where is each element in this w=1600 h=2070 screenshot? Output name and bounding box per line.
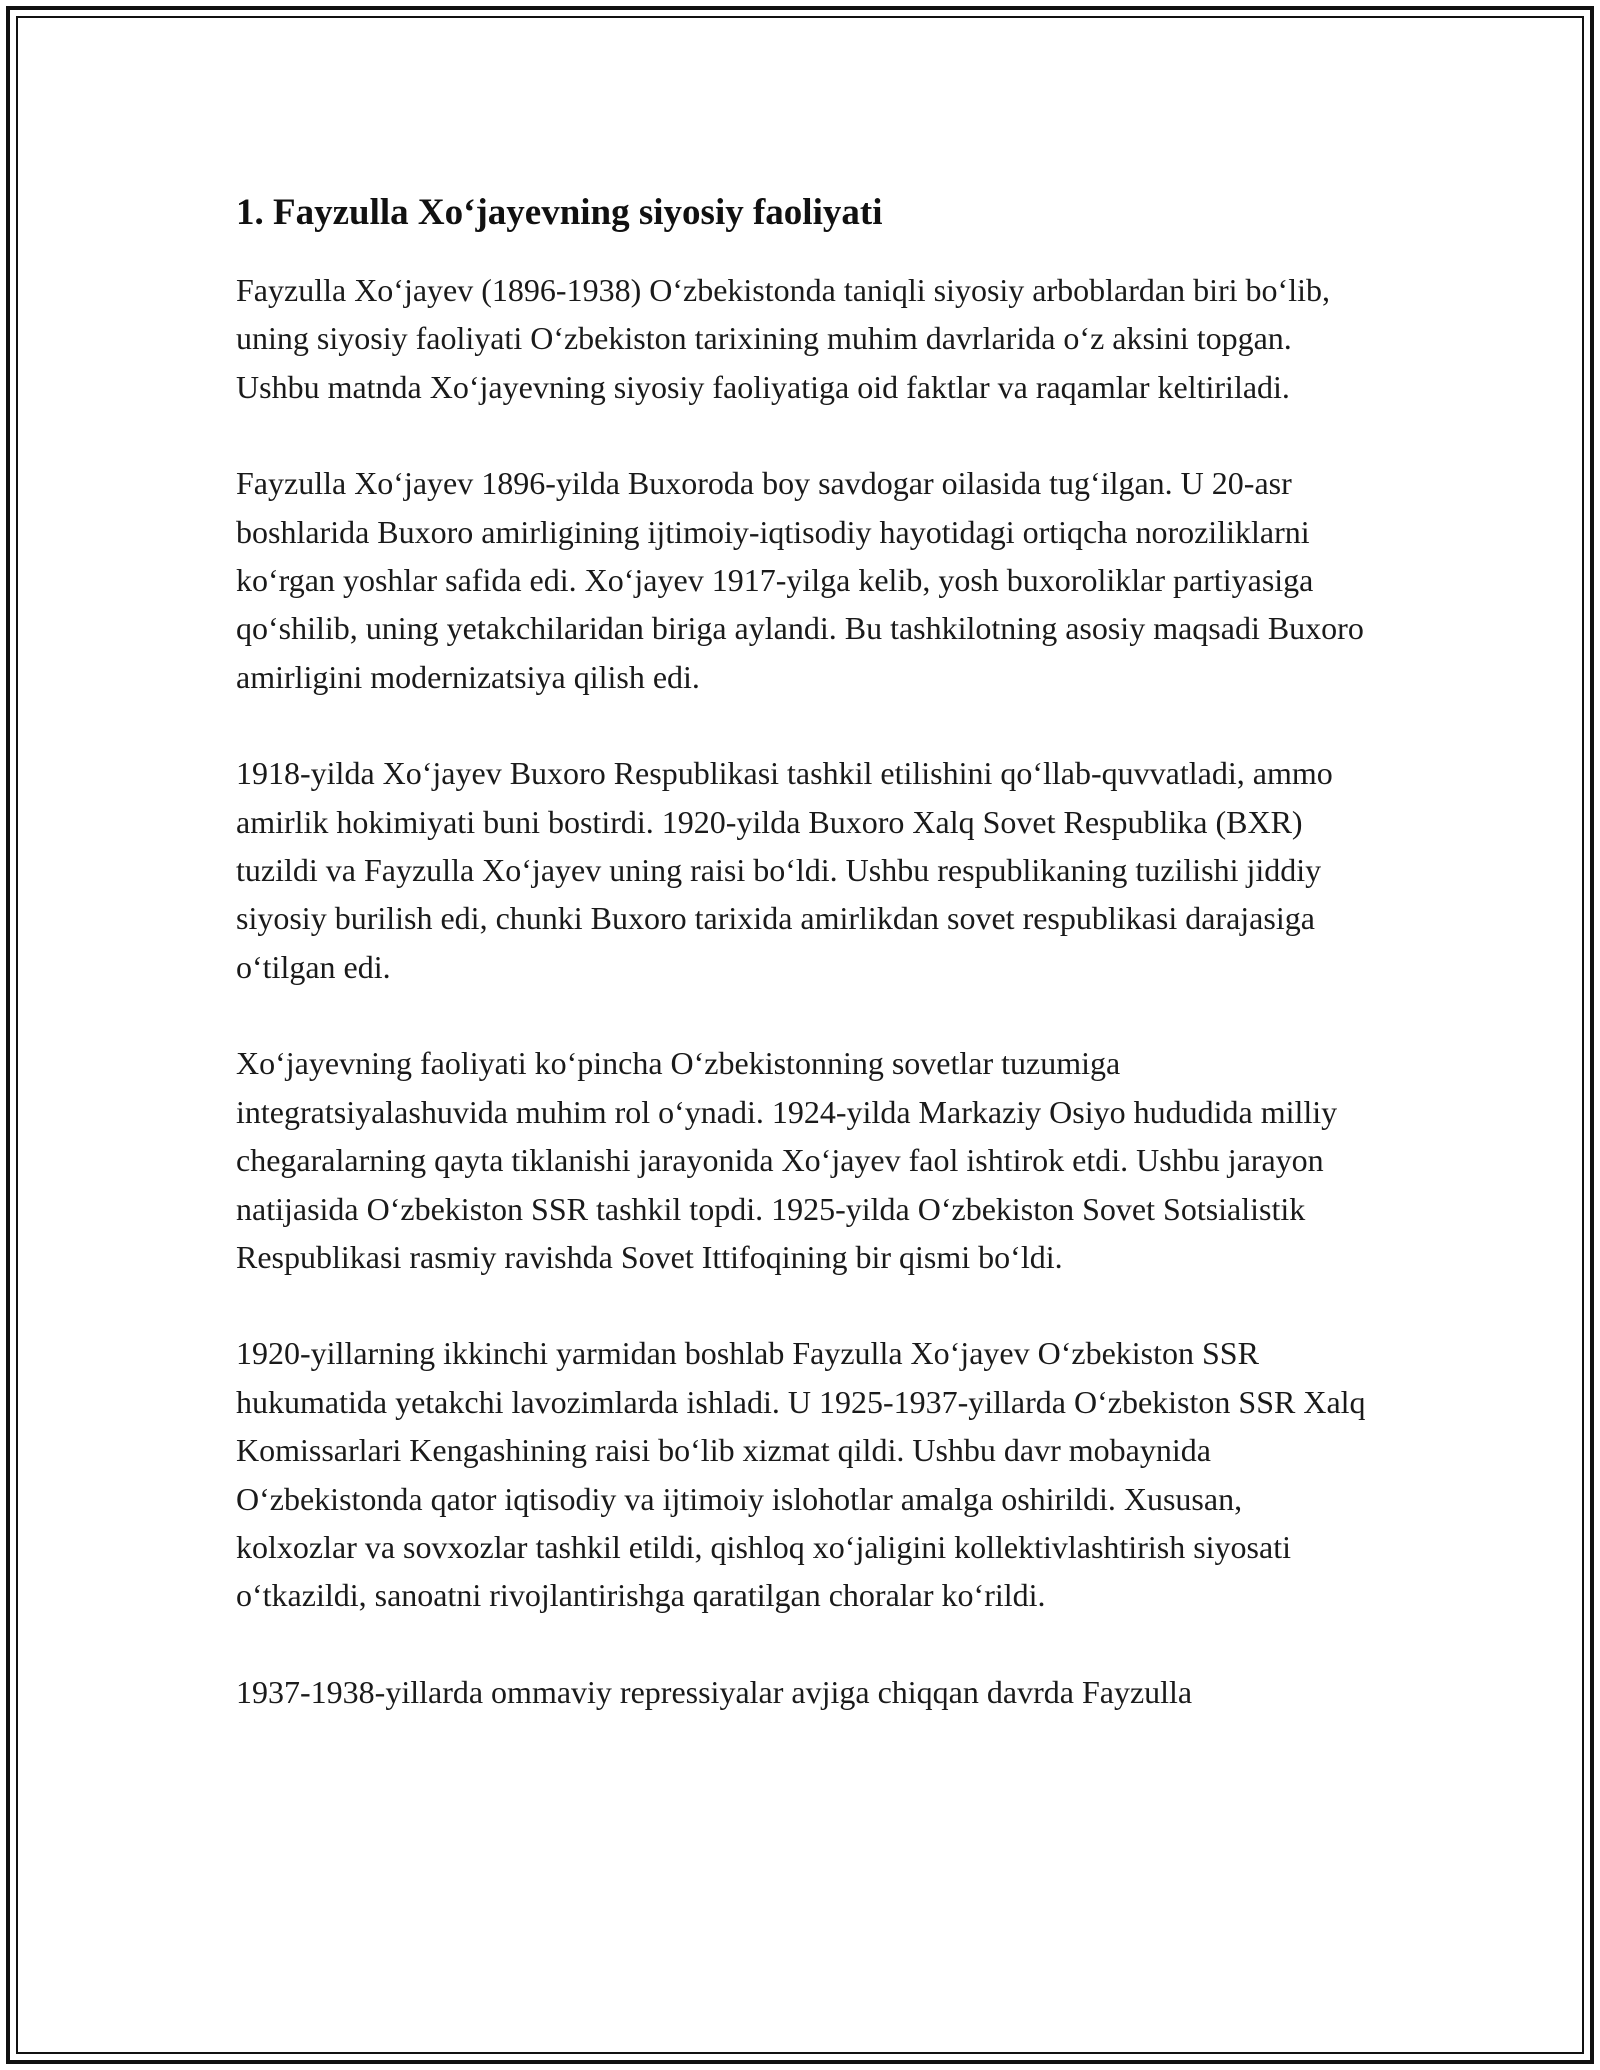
paragraph-repressions: 1937-1938-yillarda ommaviy repressiyalar avjiga chiqqan davrda Fayzulla <box>236 1673 1193 1710</box>
paragraph-intro: Fayzulla Xo‘jayev (1896-1938) O‘zbekistonda taniqli siyosiy arboblardan biri bo‘lib, uning siyosiy faoliyati O‘zbekiston tarixining muhim davrlarida o‘z aksini topgan. Ushbu matnda Xo‘jayevning siyosiy faoliyatiga oid faktlar va raqamlar keltiriladi. <box>236 272 1330 405</box>
paragraph-bukhara-republic: 1918-yilda Xo‘jayev Buxoro Respublikasi tashkil etilishini qo‘llab-quvvatladi, ammo amirlik hokimiyati buni bostirdi. 1920-yilda Buxoro Xalq Sovet Respublika (BXR) tuzildi va Fayzulla Xo‘jayev uning raisi bo‘ldi. Ushbu respublikaning tuzilishi jiddiy siyosiy burilish edi, chunki Buxoro tarixida amirlikdan sovet respublikasi darajasiga o‘tilgan edi. <box>236 755 1333 985</box>
document-body <box>236 188 1366 1764</box>
paragraph-government-career: 1920-yillarning ikkinchi yarmidan boshlab Fayzulla Xo‘jayev O‘zbekiston SSR hukumatida yetakchi lavozimlarda ishladi. U 1925-1937-yillarda O‘zbekiston SSR Xalq Komissarlari Kengashining raisi bo‘lib xizmat qildi. Ushbu davr mobaynida O‘zbekistonda qator iqtisodiy va ijtimoiy islohotlar amalga oshirildi. Xususan, kolxozlar va sovxozlar tashkil etildi, qishloq xo‘jaligini kollektivlashtirish siyosati o‘tkazildi, sanoatni rivojlantirishga qaratilgan choralar ko‘rildi. <box>236 1335 1366 1614</box>
paragraph-soviet-integration: Xo‘jayevning faoliyati ko‘pincha O‘zbekistonning sovetlar tuzumiga integratsiyalashuvida muhim rol o‘ynadi. 1924-yilda Markaziy Osiyo hududida milliy chegaralarning qayta tiklanishi jarayonida Xo‘jayev faol ishtirok etdi. Ushbu jarayon natijasida O‘zbekiston SSR tashkil topdi. 1925-yilda O‘zbekiston Sovet Sotsialistik Respublikasi rasmiy ravishda Sovet Ittifoqining bir qismi bo‘ldi. <box>236 1045 1338 1275</box>
section-heading: 1. Fayzulla Xo‘jayevning siyosiy faoliyati <box>236 192 883 233</box>
paragraph-early-life: Fayzulla Xo‘jayev 1896-yilda Buxoroda boy savdogar oilasida tug‘ilgan. U 20-asr boshlarida Buxoro amirligining ijtimoiy-iqtisodiy hayotidagi ortiqcha noroziliklarni ko‘rgan yoshlar safida edi. Xo‘jayev 1917-yilga kelib, yosh buxoroliklar partiyasiga qo‘shilib, uning yetakchilaridan biriga aylandi. Bu tashkilotning asosiy maqsadi Buxoro amirligini modernizatsiya qilish edi. <box>236 465 1364 695</box>
